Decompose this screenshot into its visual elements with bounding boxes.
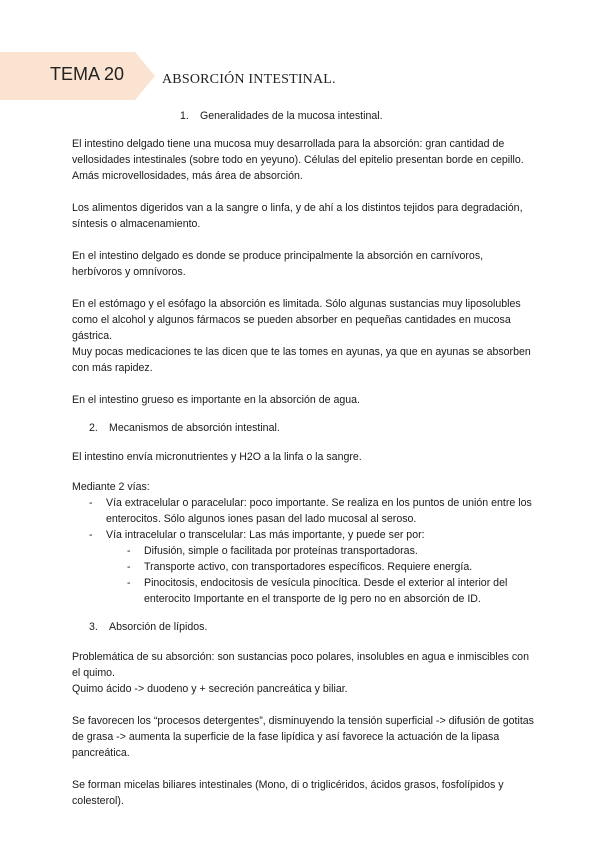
paragraph: Se favorecen los “procesos detergentes”, disminuyendo la tensión superficial -> difusión de gotitas de grasa -> aumenta la superficie de la fase lipídica y así favorece la actuación de la lipasa pancreática. [72, 715, 534, 759]
list-item: - Difusión, simple o facilitada por proteínas transportadoras. [72, 543, 536, 559]
paragraph: En el intestino grueso es importante en la absorción de agua. [72, 394, 360, 406]
paragraph: El intestino delgado tiene una mucosa muy desarrollada para la absorción: gran cantidad de vellosidades intestinales (sobre todo en yeyuno). Células del epitelio presentan borde en cepillo. Amás microvellosidades, más área de absorción. [72, 138, 524, 182]
paragraph: Los alimentos digeridos van a la sangre o linfa, y de ahí a los distintos tejidos para degradación, síntesis o almacenamiento. [72, 202, 523, 230]
transcelular-list [72, 543, 536, 607]
list-item: - Vía extracelular o paracelular: poco importante. Se realiza en los puntos de unión entre los enterocitos. Sólo algunos iones pasan del lado mucosal al seroso. [72, 495, 536, 527]
list-item: - Transporte activo, con transportadores específicos. Requiere energía. [72, 559, 536, 575]
tema-label: TEMA 20 [50, 64, 125, 84]
vias-list [72, 495, 536, 543]
section-3-heading: 3. Absorción de lípidos. [89, 621, 208, 633]
paragraph: En el estómago y el esófago la absorción es limitada. Sólo algunas sustancias muy liposolubles como el alcohol y algunos fármacos se pueden absorber en pequeñas cantidades en mucosa gástrica. [72, 298, 521, 342]
document-title: ABSORCIÓN INTESTINAL. [162, 72, 336, 87]
paragraph: El intestino envía micronutrientes y H2O a la linfa o la sangre. [72, 451, 362, 463]
document-body [72, 108, 536, 809]
section-2-heading: 2. Mecanismos de absorción intestinal. [89, 422, 280, 434]
list-item: - Vía intracelular o transcelular: Las más importante, y puede ser por: [72, 527, 536, 543]
paragraph: Se forman micelas biliares intestinales (Mono, di o triglicéridos, ácidos grasos, fosfolípidos y colesterol). [72, 779, 504, 807]
section-1-heading: 1. Generalidades de la mucosa intestinal. [180, 110, 383, 122]
paragraph: En el intestino delgado es donde se produce principalmente la absorción en carnívoros, herbívoros y omnívoros. [72, 250, 484, 278]
paragraph: Quimo ácido -> duodeno y + secreción pancreática y biliar. [72, 683, 348, 695]
vias-label: Mediante 2 vías: [72, 481, 150, 493]
list-item: - Pinocitosis, endocitosis de vesícula pinocítica. Desde el exterior al interior del enterocito Importante en el transporte de Ig pero no en absorción de ID. [72, 575, 536, 607]
paragraph: Problemática de su absorción: son sustancias poco polares, insolubles en agua e inmiscibles con el quimo. [72, 651, 529, 679]
paragraph: Muy pocas medicaciones te las dicen que te las tomes en ayunas, ya que en ayunas se absorben con más rapidez. [72, 346, 531, 374]
